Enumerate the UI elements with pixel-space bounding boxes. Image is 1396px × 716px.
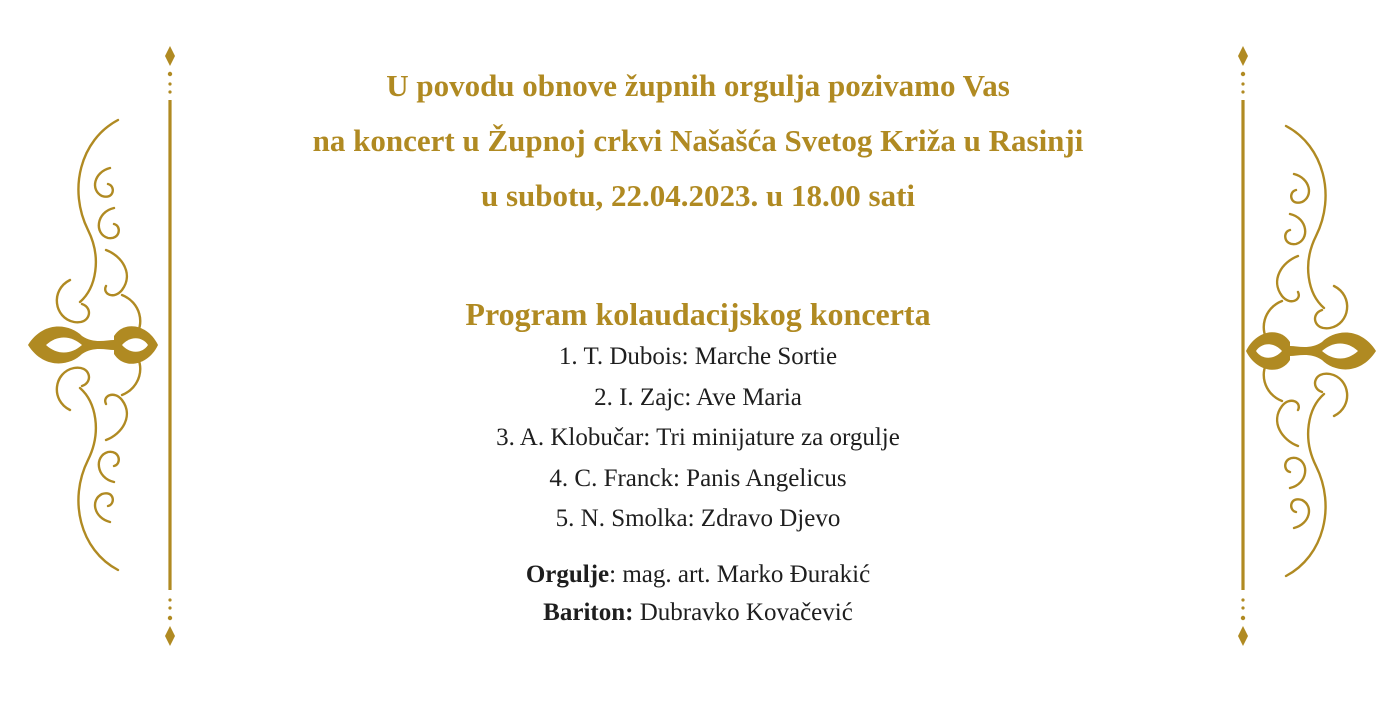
filigree-ornament-left xyxy=(10,40,180,660)
program-list xyxy=(240,337,1156,540)
invitation-line-3: u subotu, 22.04.2023. u 18.00 sati xyxy=(480,178,916,213)
invitation-line-2: na koncert u Župnoj crkvi Našašća Svetog Križa u Rasinji xyxy=(312,123,1084,158)
program-item: 3. A. Klobučar: Tri minijature za orgulje xyxy=(496,424,900,452)
performer-name: mag. art. Marko Đurakić xyxy=(622,561,871,588)
performer-separator: : xyxy=(609,561,623,588)
ornament-vertical-rule xyxy=(1238,46,1248,646)
performer-role: Bariton: xyxy=(543,599,634,626)
program-item: 1. T. Dubois: Marche Sortie xyxy=(558,343,838,370)
invitation-line-1: U povodu obnove župnih orgulja pozivamo Vas xyxy=(386,68,1010,103)
invitation-heading xyxy=(240,58,1156,223)
program-title: Program kolaudacijskog koncerta xyxy=(465,296,931,332)
program-item: 4. C. Franck: Panis Angelicus xyxy=(549,464,847,492)
performers xyxy=(240,556,1156,632)
filigree-ornament-right xyxy=(1216,40,1386,660)
performer-baritone xyxy=(240,594,1156,632)
ornament-vertical-rule xyxy=(165,46,175,646)
program-item: 5. N. Smolka: Zdravo Djevo xyxy=(555,505,841,533)
program-item: 2. I. Zajc: Ave Maria xyxy=(594,383,802,411)
performer-name: Dubravko Kovačević xyxy=(639,599,853,626)
performer-organ xyxy=(240,556,1156,594)
performer-role: Orgulje xyxy=(525,561,610,588)
